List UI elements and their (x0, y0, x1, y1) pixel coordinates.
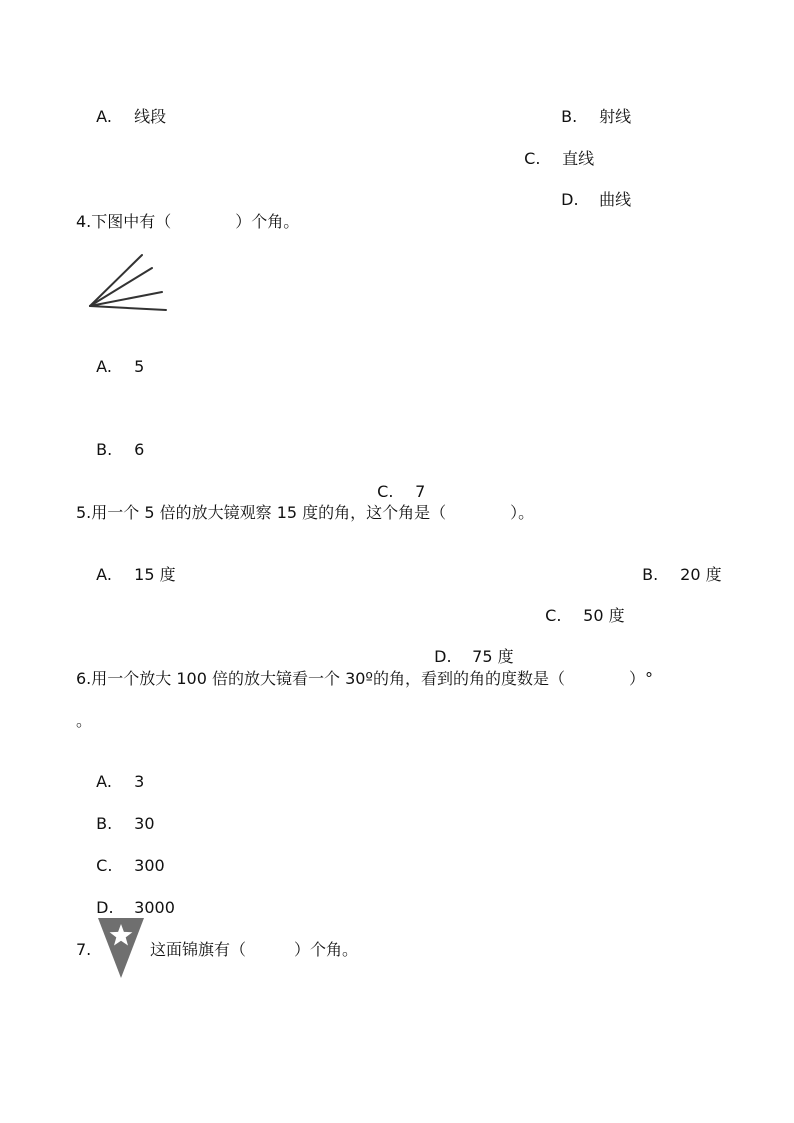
option-text: 直线 (562, 149, 595, 168)
option-text: 射线 (599, 107, 632, 126)
option-letter: C. (377, 482, 394, 501)
q3-option-c[interactable] (514, 129, 594, 169)
option-letter: A. (96, 107, 112, 126)
q6-option-c[interactable] (86, 836, 165, 876)
q4-option-a[interactable] (86, 337, 144, 377)
option-text: 6 (134, 440, 145, 459)
option-text: 30 (134, 814, 155, 833)
q6-question: 6.用一个放大 100 倍的放大镜看一个 30º的角，看到的角的度数是（ ）° (76, 669, 653, 688)
q6-question-continuation: 。 (76, 711, 93, 730)
q5-option-d[interactable] (424, 627, 514, 667)
q3-option-d[interactable] (551, 170, 631, 210)
option-letter: D. (96, 898, 114, 917)
q4-option-c[interactable] (367, 462, 425, 502)
option-letter: A. (96, 565, 112, 584)
q5-question: 5.用一个 5 倍的放大镜观察 15 度的角，这个角是（ ）。 (76, 503, 535, 522)
option-text: 3000 (134, 898, 175, 917)
option-letter: C. (524, 149, 541, 168)
q4-option-b[interactable] (86, 420, 144, 460)
option-text: 300 (134, 856, 165, 875)
q6-option-b[interactable] (86, 794, 155, 834)
q3-option-b[interactable] (551, 87, 631, 127)
option-text: 线段 (134, 107, 167, 126)
option-letter: C. (545, 606, 562, 625)
option-letter: D. (434, 647, 452, 666)
option-letter: A. (96, 357, 112, 376)
option-letter: A. (96, 772, 112, 791)
option-text: 5 (134, 357, 145, 376)
q5-option-a[interactable] (86, 545, 176, 585)
q5-option-c[interactable] (535, 586, 625, 626)
option-letter: D. (561, 190, 579, 209)
option-letter: B. (96, 814, 113, 833)
option-text: 50 度 (583, 606, 625, 625)
option-text: 20 度 (680, 565, 722, 584)
q3-option-a[interactable] (86, 87, 166, 127)
q6-option-d[interactable] (86, 878, 175, 918)
option-text: 15 度 (134, 565, 176, 584)
option-text: 3 (134, 772, 145, 791)
q5-option-b[interactable] (632, 545, 722, 585)
option-text: 曲线 (599, 190, 632, 209)
q6-option-a[interactable] (86, 752, 144, 792)
option-letter: C. (96, 856, 113, 875)
ray-4 (90, 306, 166, 310)
q4-question: 4.下图中有（ ）个角。 (76, 212, 300, 231)
option-letter: B. (561, 107, 578, 126)
option-letter: B. (96, 440, 113, 459)
option-text: 75 度 (472, 647, 514, 666)
option-text: 7 (415, 482, 426, 501)
q7-question: 这面锦旗有（ ）个角。 (150, 940, 359, 959)
option-letter: B. (642, 565, 659, 584)
q7-number: 7. (76, 940, 92, 959)
angle-rays-figure (86, 250, 170, 314)
pennant-star-icon (97, 916, 145, 980)
